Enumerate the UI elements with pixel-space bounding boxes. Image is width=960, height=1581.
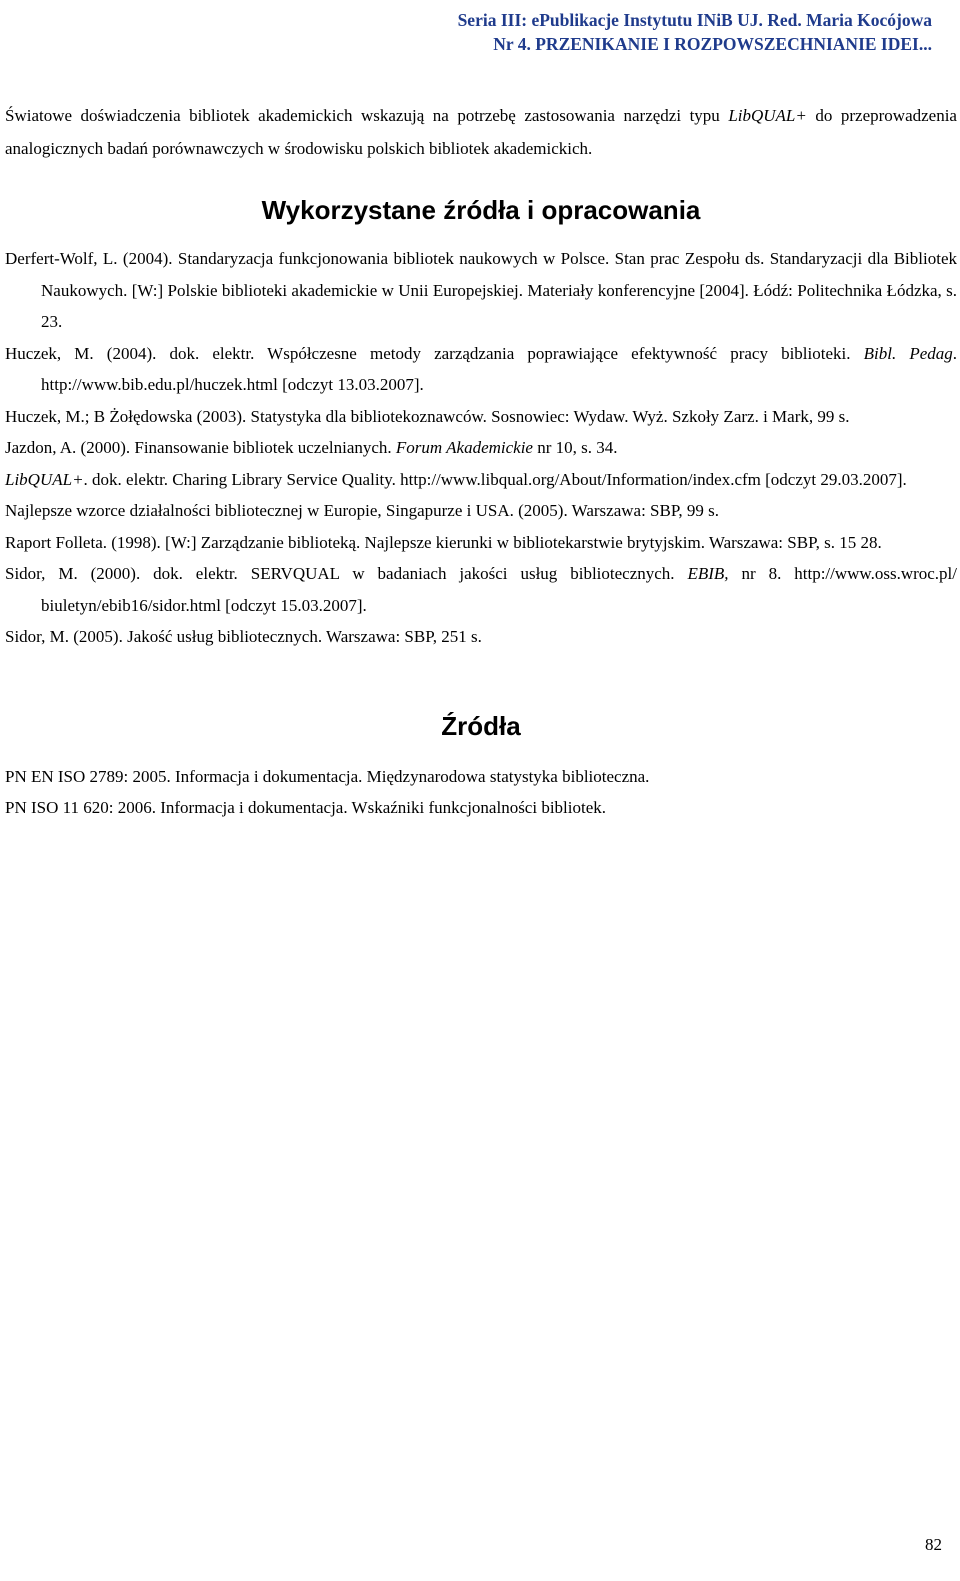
reference-list xyxy=(5,243,957,653)
header-volume-line: Nr 4. PRZENIKANIE I ROZPOWSZECHNIANIE IDEI... xyxy=(493,34,932,54)
intro-text-start: Światowe doświadczenia bibliotek akademickich wskazują na potrzebę zastosowania narzędzi typu xyxy=(5,106,729,125)
standard-item: PN ISO 11 620: 2006. Informacja i dokumentacja. Wskaźniki funkcjonalności bibliotek. xyxy=(5,798,607,817)
intro-paragraph xyxy=(5,99,957,165)
page-content xyxy=(5,99,957,824)
standards-list xyxy=(5,761,957,824)
intro-text-end: do przeprowadzenia analogicznych badań porównawczych w środowisku polskich bibliotek akademickich. xyxy=(5,106,957,158)
reference-item: Sidor, M. (2000). dok. elektr. SERVQUAL w badaniach jakości usług bibliotecznych. EBIB, nr 8. http://www.oss.wroc.pl/ biuletyn/ebib16/sidor.html [odczyt 15.03.2007]. xyxy=(5,564,958,615)
reference-item: Raport Folleta. (1998). [W:] Zarządzanie biblioteką. Najlepsze kierunki w bibliotekarstwie brytyjskim. Warszawa: SBP, s. 15 28. xyxy=(5,532,882,552)
running-header xyxy=(458,8,932,56)
standard-item: PN EN ISO 2789: 2005. Informacja i dokumentacja. Międzynarodowa statystyka biblioteczna. xyxy=(5,766,650,786)
reference-item: Huczek, M.; B Żołędowska (2003). Statystyka dla bibliotekoznawców. Sosnowiec: Wydaw. Wyż. Szkoły Zarz. i Mark, 99 s. xyxy=(5,406,850,426)
reference-item: Najlepsze wzorce działalności bibliotecznej w Europie, Singapurze i USA. (2005). Warszawa: SBP, 99 s. xyxy=(5,501,720,520)
section-title-sources-studies: Wykorzystane źródła i opracowania xyxy=(261,195,701,225)
header-series-line: Seria III: ePublikacje Instytutu INiB UJ. Red. Maria Kocójowa xyxy=(457,10,932,30)
reference-item: Derfert-Wolf, L. (2004). Standaryzacja funkcjonowania bibliotek naukowych w Polsce. Stan prac Zespołu ds. Standaryzacji dla Bibliotek Naukowych. [W:] Polskie biblioteki akademickie w Unii Europejskiej. Materiały konferencyjne [2004]. Łódź: Politechnika Łódzka, s. 23. xyxy=(5,249,957,331)
reference-item: Jazdon, A. (2000). Finansowanie bibliotek uczelnianych. Forum Akademickie nr 10, s. 34. xyxy=(5,438,618,457)
reference-item: LibQUAL+. dok. elektr. Charing Library Service Quality. http://www.libqual.org/About/Information/index.cfm [odczyt 29.03.2007]. xyxy=(5,469,907,489)
intro-italic-libqual: LibQUAL+ xyxy=(728,106,807,125)
reference-item: Sidor, M. (2005). Jakość usług bibliotecznych. Warszawa: SBP, 251 s. xyxy=(5,627,482,646)
section-title-sources: Źródła xyxy=(441,710,521,741)
page-number: 82 xyxy=(925,1535,942,1554)
reference-item: Huczek, M. (2004). dok. elektr. Współczesne metody zarządzania poprawiające efektywność pracy biblioteki. Bibl. Pedag. http://www.bib.edu.pl/huczek.html [odczyt 13.03.2007]. xyxy=(5,343,957,394)
